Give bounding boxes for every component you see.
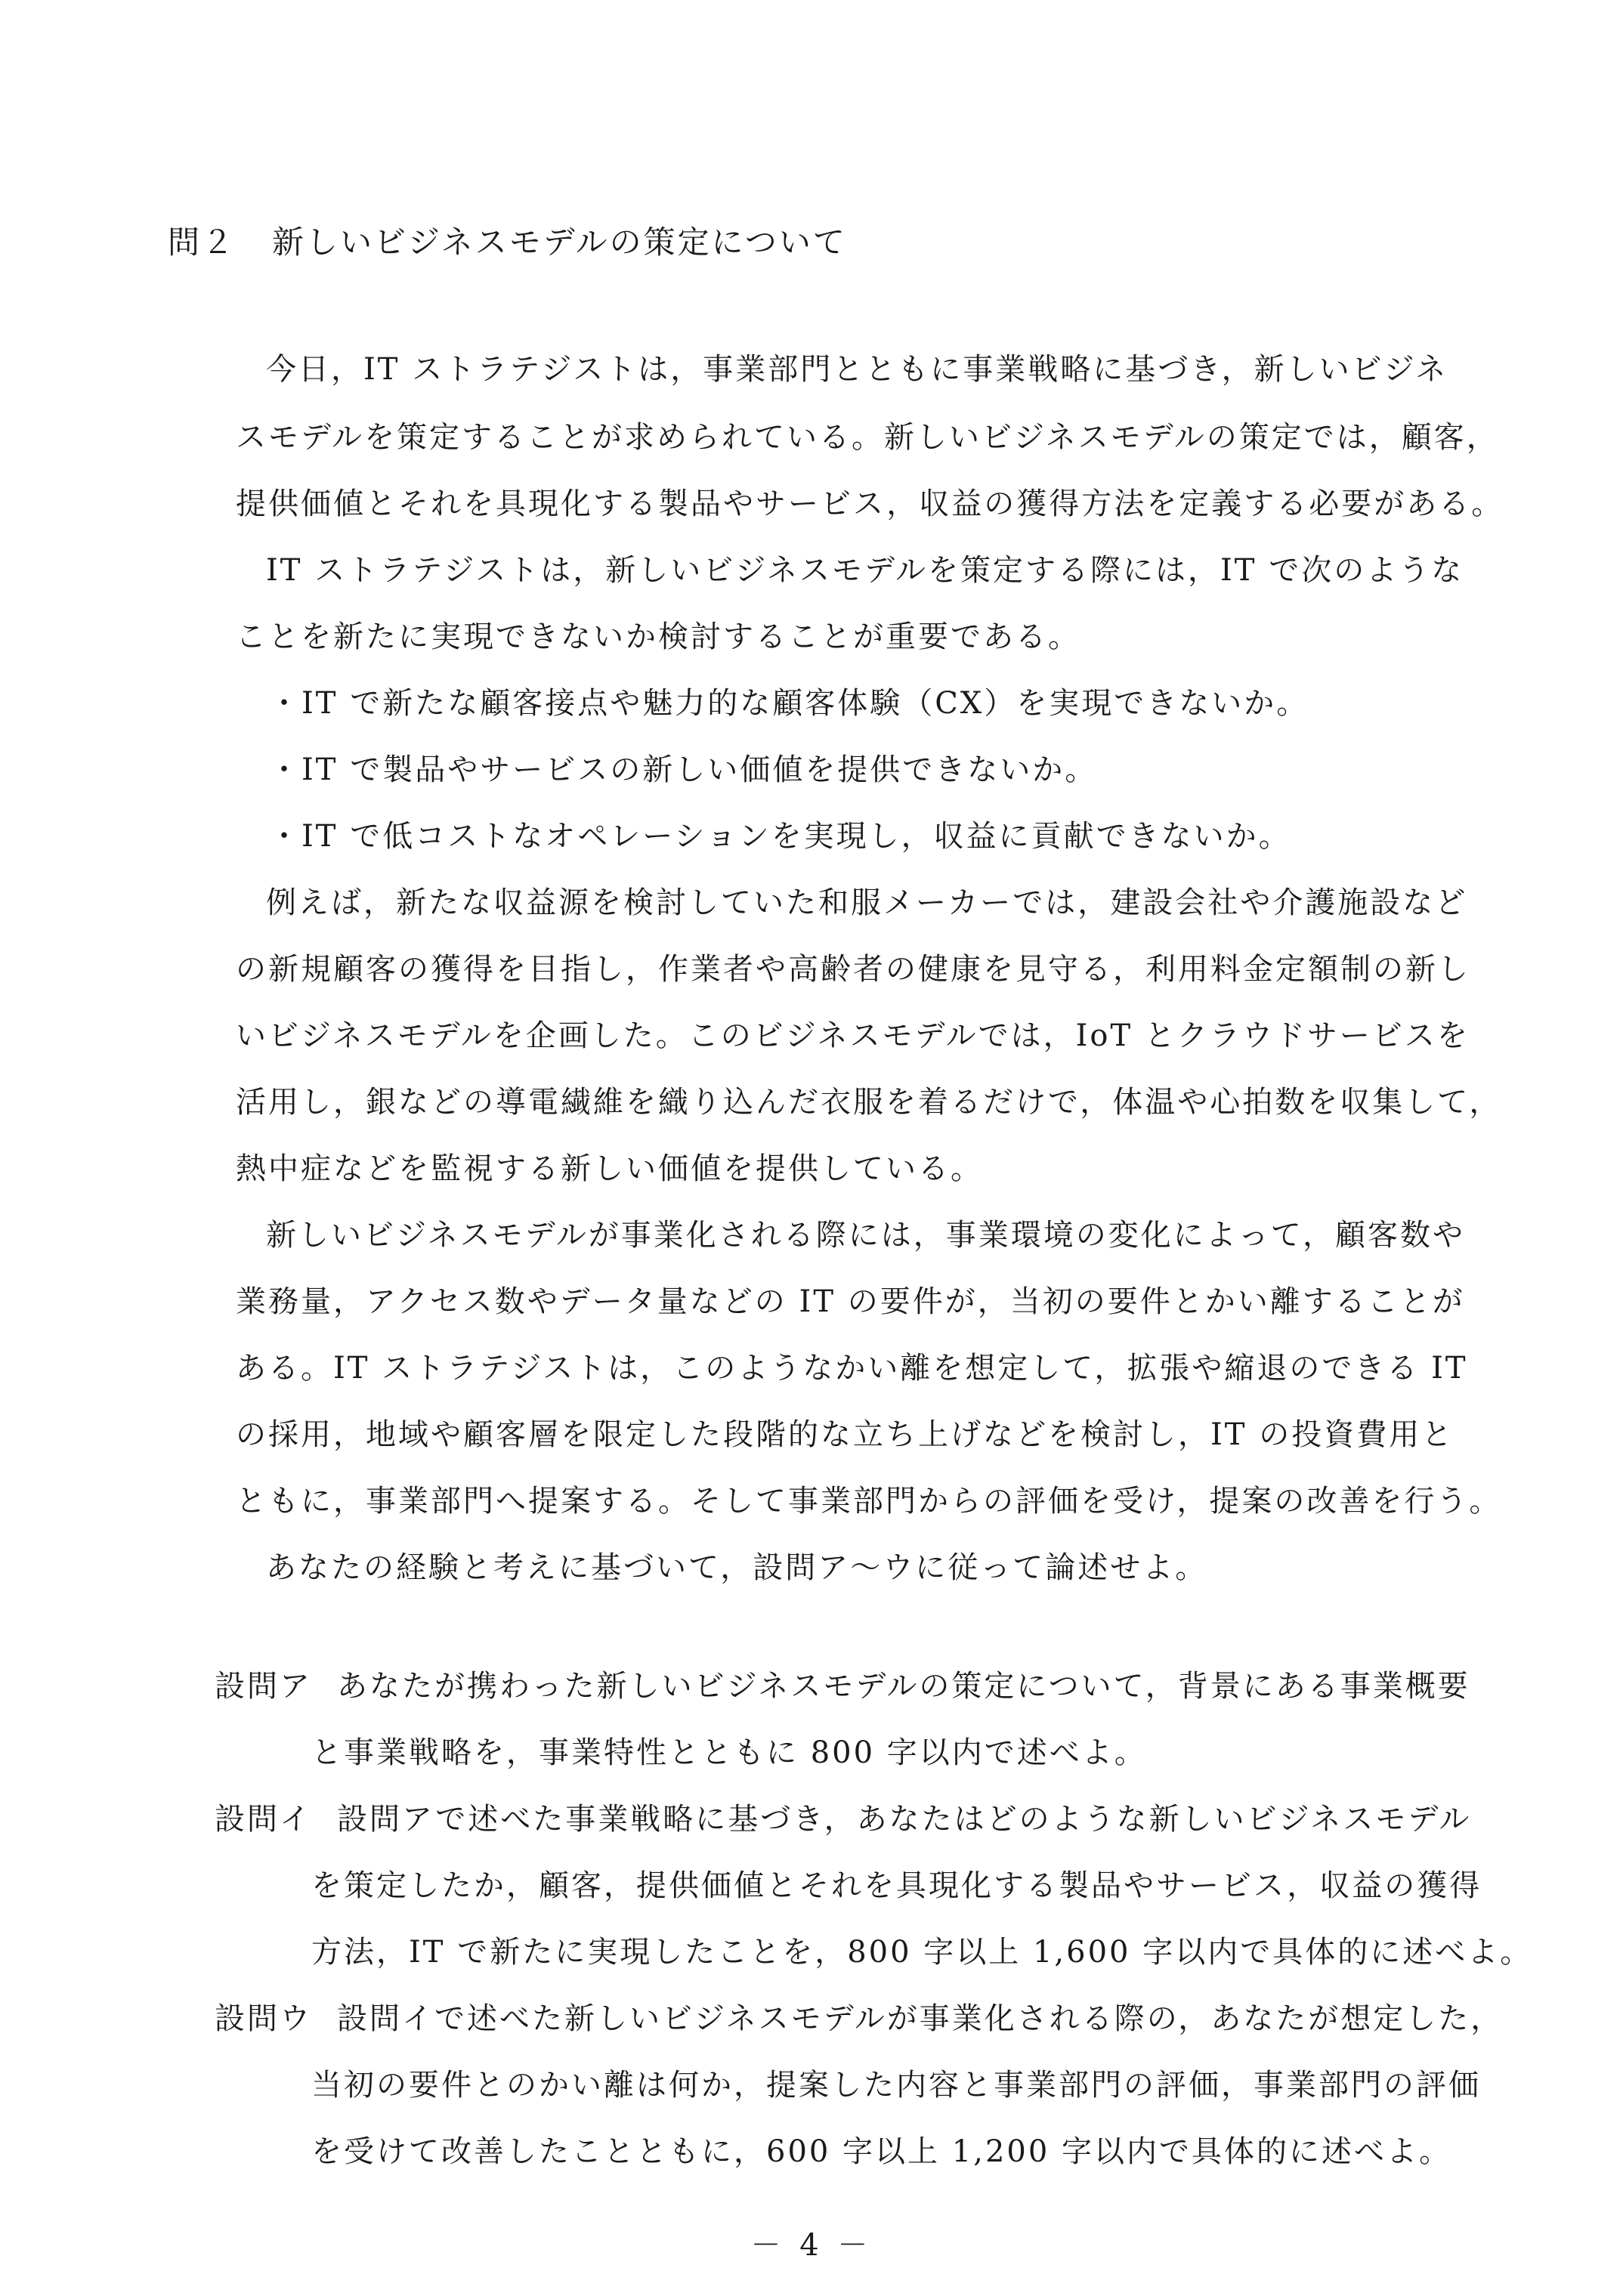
bullet-item: ・IT で新たな顧客接点や魅力的な顧客体験（CX）を実現できないか。 bbox=[269, 686, 1309, 721]
intro-line: 提供価値とそれを具現化する製品やサービス，収益の獲得方法を定義する必要がある。 bbox=[236, 487, 1504, 521]
question-b-line: 方法，IT で新たに実現したことを，800 字以上 1,600 字以内で具体的に述べよ。 bbox=[311, 1935, 1533, 1970]
intro-line: IT ストラテジストは，新しいビジネスモデルを策定する際には，IT で次のような bbox=[266, 553, 1464, 588]
example-line: いビジネスモデルを企画した。このビジネスモデルでは，IoT とクラウドサービスを bbox=[236, 1018, 1470, 1053]
intro-line: 今日，IT ストラテジストは，事業部門とともに事業戦略に基づき，新しいビジネ bbox=[266, 352, 1448, 387]
question-c-label: 設問ウ bbox=[215, 2001, 312, 2036]
bullet-item: ・IT で製品やサービスの新しい価値を提供できないか。 bbox=[269, 752, 1098, 787]
gap-line: の採用，地域や顧客層を限定した段階的な立ち上げなどを検討し，IT の投資費用と bbox=[236, 1417, 1455, 1452]
page-number: － 4 － bbox=[750, 2228, 873, 2263]
question-c-line: 当初の要件とのかい離は何か，提案した内容と事業部門の評価，事業部門の評価 bbox=[311, 2068, 1481, 2103]
example-line: の新規顧客の獲得を目指し，作業者や高齢者の健康を見守る，利用料金定額制の新し bbox=[236, 952, 1470, 987]
intro-line: スモデルを策定することが求められている。新しいビジネスモデルの策定では，顧客， bbox=[236, 420, 1499, 455]
question-a-line: と事業戦略を，事業特性とともに 800 字以内で述べよ。 bbox=[311, 1735, 1147, 1770]
gap-line: 業務量，アクセス数やデータ量などの IT の要件が，当初の要件とかい離することが bbox=[236, 1284, 1465, 1319]
question-b-line: 設問アで述べた事業戦略に基づき，あなたはどのような新しいビジネスモデル bbox=[337, 1802, 1472, 1837]
question-b-line: を策定したか，顧客，提供価値とそれを具現化する製品やサービス，収益の獲得 bbox=[311, 1868, 1482, 1903]
example-line: 例えば，新たな収益源を検討していた和服メーカーでは，建設会社や介護施設など bbox=[266, 885, 1468, 920]
gap-line: 新しいビジネスモデルが事業化される際には，事業環境の変化によって，顧客数や bbox=[266, 1218, 1465, 1253]
example-line: 熱中症などを監視する新しい価値を提供している。 bbox=[236, 1151, 983, 1186]
question-number: 問２ bbox=[168, 224, 236, 261]
instruction-line: あなたの経験と考えに基づいて，設問ア～ウに従って論述せよ。 bbox=[266, 1550, 1208, 1585]
example-line: 活用し，銀などの導電繊維を織り込んだ衣服を着るだけで，体温や心拍数を収集して， bbox=[236, 1085, 1502, 1120]
question-a-line: あなたが携わった新しいビジネスモデルの策定について，背景にある事業概要 bbox=[337, 1669, 1470, 1704]
question-heading: 新しいビジネスモデルの策定について bbox=[272, 224, 847, 261]
question-title bbox=[168, 218, 847, 263]
question-b-label: 設問イ bbox=[215, 1802, 312, 1837]
question-c-line: 設問イで述べた新しいビジネスモデルが事業化される際の，あなたが想定した， bbox=[337, 2001, 1504, 2036]
gap-line: ともに，事業部門へ提案する。そして事業部門からの評価を受け，提案の改善を行う。 bbox=[236, 1484, 1502, 1519]
gap-line: ある。IT ストラテジストは，このようなかい離を想定して，拡張や縮退のできる IT bbox=[236, 1351, 1468, 1386]
intro-line: ことを新たに実現できないか検討することが重要である。 bbox=[236, 620, 1080, 654]
bullet-item: ・IT で低コストなオペレーションを実現し，収益に貢献できないか。 bbox=[269, 819, 1291, 854]
question-a-label: 設問ア bbox=[215, 1669, 312, 1704]
question-c-line: を受けて改善したことともに，600 字以上 1,200 字以内で具体的に述べよ。 bbox=[311, 2134, 1452, 2169]
